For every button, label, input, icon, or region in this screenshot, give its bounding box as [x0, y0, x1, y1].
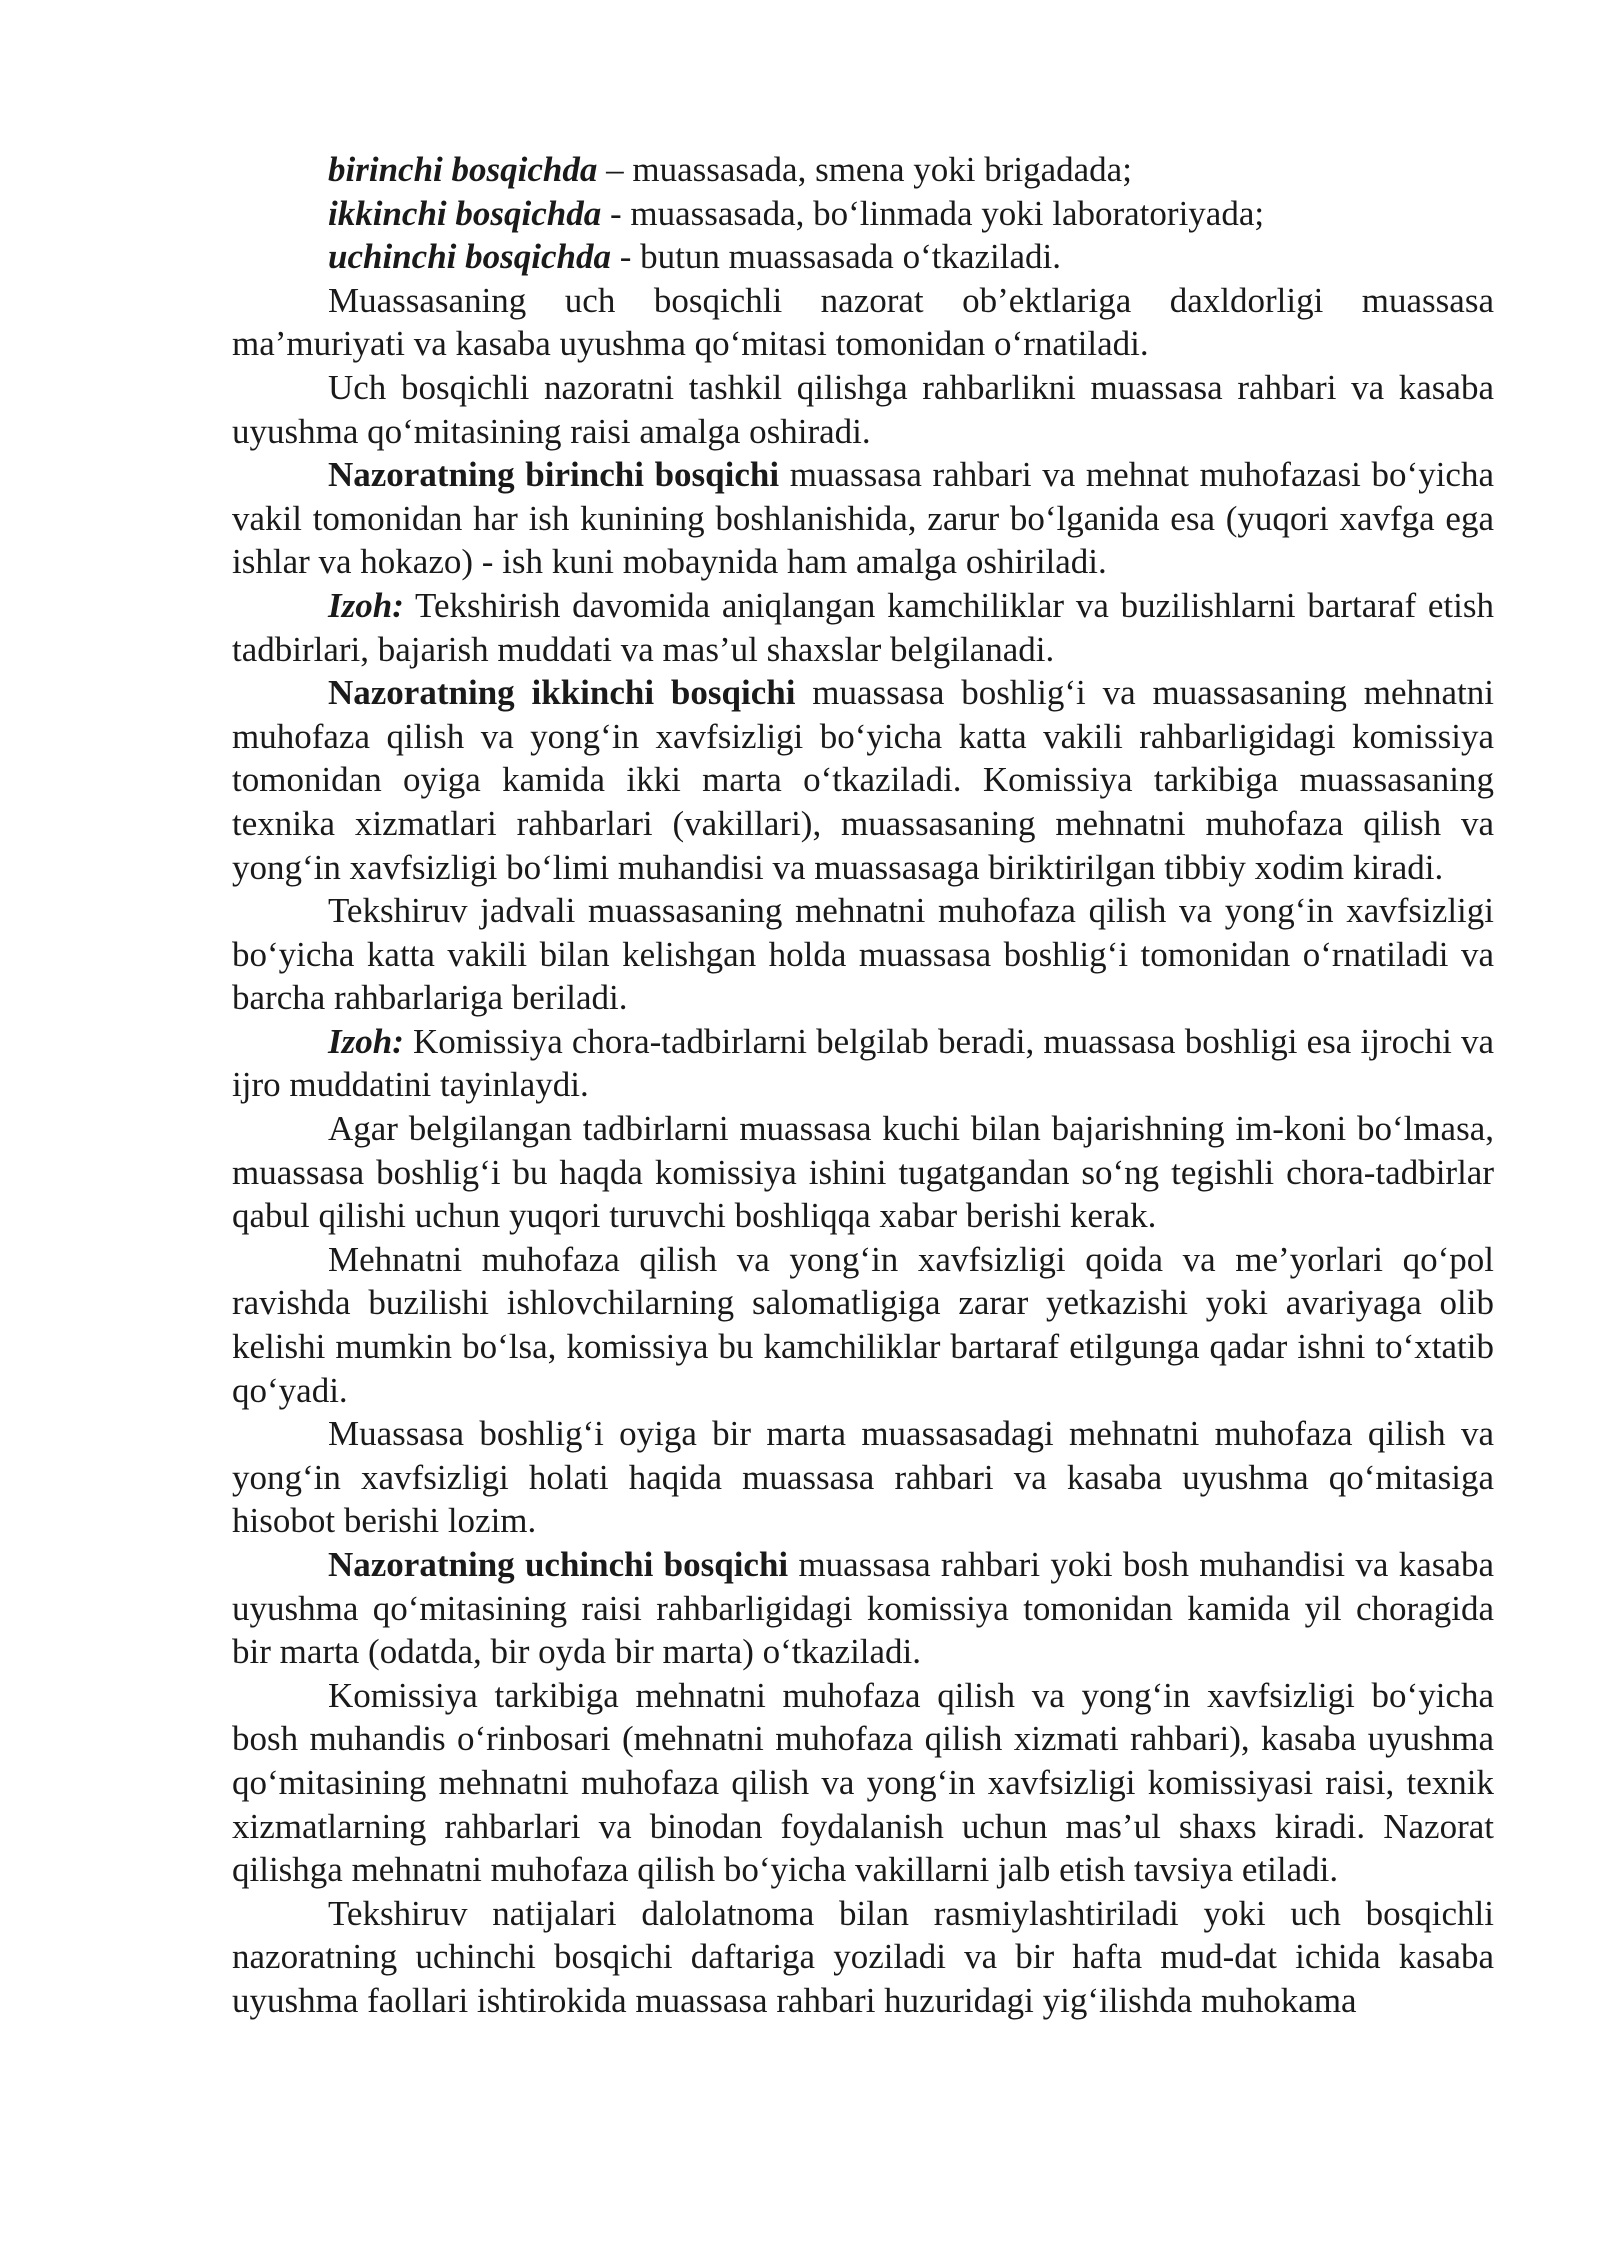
paragraph-text: muassasa rahbari va mehnat muhofazasi bo‘yicha vakil tomonidan har ish kunining boshlanishida, zarur bo‘lganida esa (yuqori xavfga ega ishlar va hokazo) - ish kuni mobaynida ham amalga oshiriladi. [232, 455, 1494, 582]
term-stage-one: birinchi bosqichda [328, 150, 598, 189]
paragraph: Muassasaning uch bosqichli nazorat ob’ektlariga daxldorligi muassasa ma’muriyati va kasaba uyushma qo‘mitasi tomonidan o‘rnatiladi. [232, 280, 1494, 364]
paragraph: Tekshiruv natijalari dalolatnoma bilan rasmiylashtiriladi yoki uch bosqichli nazoratning uchinchi bosqichi daftariga yoziladi va bir hafta mud-dat ichida kasaba uyushma faollari ishtirokida muassasa rahbari huzuridagi yig‘ilishda muhokama [232, 1893, 1494, 2020]
paragraph-text: - muassasada, bo‘linmada yoki laboratoriyada; [601, 193, 1265, 233]
paragraph-first-stage-control [232, 453, 1494, 584]
paragraph-third-stage-control [232, 1543, 1494, 1674]
paragraph-note [232, 584, 1494, 671]
paragraph-stage-three [232, 235, 1494, 279]
document-page [232, 148, 1494, 2023]
paragraph-text: Komissiya chora-tadbirlarni belgilab beradi, muassasa boshligi esa ijrochi va ijro muddatini tayinlaydi. [232, 1021, 1494, 1105]
paragraph: Muassasa boshlig‘i oyiga bir marta muassasadagi mehnatni muhofaza qilish va yong‘in xavfsizligi holati haqida muassasa rahbari va kasaba uyushma qo‘mitasiga hisobot berishi lozim. [232, 1414, 1494, 1541]
term-stage-two: ikkinchi bosqichda [328, 193, 602, 233]
heading-third-stage: Nazoratning uchinchi bosqichi [328, 1545, 789, 1584]
paragraph-text: muassasa rahbari yoki bosh muhandisi va kasaba uyushma qo‘mitasining raisi rahbarligidagi komissiya tomonidan kamida yil choragida bir marta (odatda, bir oyda bir marta) o‘tkaziladi. [232, 1545, 1494, 1672]
term-stage-three: uchinchi bosqichda [328, 237, 611, 277]
note-label: Izoh: [328, 1021, 404, 1061]
paragraph-text: Tekshirish davomida aniqlangan kamchiliklar va buzilishlarni bartaraf etish tadbirlari, bajarish muddati va mas’ul shaxslar belgilanadi. [232, 585, 1494, 669]
paragraph-text: – muassasada, smena yoki brigadada; [597, 150, 1132, 189]
note-label: Izoh: [328, 585, 404, 625]
paragraph: Uch bosqichli nazoratni tashkil qilishga rahbarlikni muassasa rahbari va kasaba uyushma qo‘mitasining raisi amalga oshiradi. [232, 367, 1494, 451]
paragraph: Tekshiruv jadvali muassasaning mehnatni muhofaza qilish va yong‘in xavfsizligi bo‘yicha katta vakili bilan kelishgan holda muassasa boshlig‘i tomonidan o‘rnatiladi va barcha rahbarlariga beriladi. [232, 891, 1494, 1018]
paragraph-note [232, 1020, 1494, 1107]
heading-second-stage: Nazoratning ikkinchi bosqichi [328, 673, 796, 713]
paragraph: Mehnatni muhofaza qilish va yong‘in xavfsizligi qoida va me’yorlari qo‘pol ravishda buzilishi ishlovchilarning salomatligiga zarar yetkazishi yoki avariyaga olib kelishi mumkin bo‘lsa, komissiya bu kamchiliklar bartaraf etilgunga qadar ishni to‘xtatib qo‘yadi. [232, 1239, 1494, 1410]
paragraph: Agar belgilangan tadbirlarni muassasa kuchi bilan bajarishning im-koni bo‘lmasa, muassasa boshlig‘i bu haqda komissiya ishini tugatgandan so‘ng tegishli chora-tadbirlar qabul qilishi uchun yuqori turuvchi boshliqqa xabar berishi kerak. [232, 1109, 1494, 1236]
paragraph-text: - butun muassasada o‘tkaziladi. [610, 237, 1061, 277]
paragraph-text: muassasa boshlig‘i va muassasaning mehnatni muhofaza qilish va yong‘in xavfsizligi bo‘yicha katta vakili rahbarligidagi komissiya tomonidan oyiga kamida ikki marta o‘tkaziladi. Komissiya tarkibiga muassasaning texnika xizmatlari rahbarlari (vakillari), muassasaning mehnatni muhofaza qilish va yong‘in xavfsizligi bo‘limi muhandisi va muassasaga biriktirilgan tibbiy xodim kiradi. [232, 673, 1494, 887]
paragraph-second-stage-control [232, 671, 1494, 889]
heading-first-stage: Nazoratning birinchi bosqichi [328, 455, 780, 495]
paragraph: Komissiya tarkibiga mehnatni muhofaza qilish va yong‘in xavfsizligi bo‘yicha bosh muhandis o‘rinbosari (mehnatni muhofaza qilish xizmati rahbari), kasaba uyushma qo‘mitasining mehnatni muhofaza qilish va yong‘in xavfsizligi komissiyasi raisi, texnik xizmatlarning rahbarlari va binodan foydalanish uchun mas’ul shaxs kiradi. Nazorat qilishga mehnatni muhofaza qilish bo‘yicha vakillarni jalb etish tavsiya etiladi. [232, 1675, 1494, 1890]
paragraph-stage-two [232, 192, 1494, 236]
paragraph-stage-one [232, 148, 1494, 192]
